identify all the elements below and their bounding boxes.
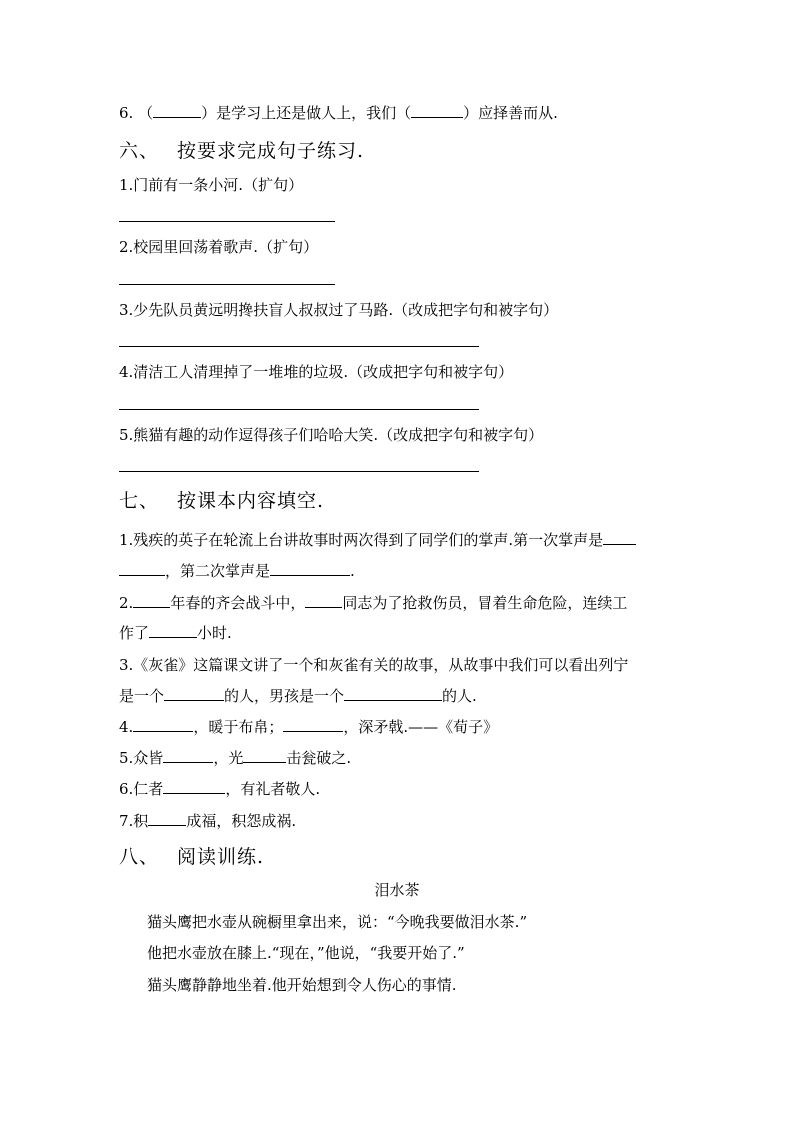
- s7-q2-text-3: 作了: [119, 624, 150, 642]
- s7-q5-text-3: 击瓮破之.: [286, 749, 352, 767]
- q6-blank-2[interactable]: [411, 102, 463, 118]
- s7-q5-blank-2[interactable]: [243, 747, 286, 763]
- s7-q1-blank-1b[interactable]: [119, 560, 165, 576]
- s6-item-2: 2.校园里回荡着歌声.（扩句）: [119, 238, 319, 256]
- s6-item-1: 1.门前有一条小河.（扩句）: [119, 176, 304, 194]
- s7-q4-num: 4.: [119, 718, 134, 736]
- s6-item-5: 5.熊猫有趣的动作逗得孩子们哈哈大笑.（改成把字句和被字句）: [119, 426, 544, 444]
- section-7-number: 七、: [119, 490, 160, 512]
- s7-q3-line-2: [119, 685, 477, 706]
- s7-q1-line-2: [119, 560, 355, 581]
- s7-q1-text: 1.残疾的英子在轮流上台讲故事时两次得到了同学们的掌声.第一次掌声是: [119, 531, 604, 549]
- s7-q3-text-1: 是一个: [119, 687, 165, 705]
- s7-q5-blank-1[interactable]: [163, 747, 213, 763]
- s7-q1-blank-1a[interactable]: [603, 529, 636, 545]
- s7-q6-blank[interactable]: [163, 778, 225, 794]
- q6-middle: ）是学习上还是做人上，我们（: [201, 104, 412, 122]
- section-7-heading: [119, 489, 324, 513]
- s7-q2-blank-2[interactable]: [305, 592, 342, 608]
- s7-q4-line: [119, 716, 498, 737]
- s7-q1-text-2: ，第二次掌声是: [165, 562, 271, 580]
- story-title: 泪水茶: [374, 881, 420, 899]
- question-6-line: [119, 102, 558, 123]
- s6-item-4: 4.清洁工人清理掉了一堆堆的垃圾.（改成把字句和被字句）: [119, 363, 514, 381]
- s7-q4-text-1: ，暖于布帛；: [193, 718, 284, 736]
- s7-q2-text-4: 小时.: [197, 624, 232, 642]
- s6-answer-line-2[interactable]: [119, 284, 335, 285]
- s7-q5-line: [119, 747, 351, 768]
- q6-blank-1[interactable]: [153, 102, 201, 118]
- story-paragraph-2: 他把水壶放在膝上.“现在，”他说，“我要开始了.”: [147, 944, 465, 962]
- s7-q2-text-1: 年春的齐会战斗中，: [170, 594, 306, 612]
- story-paragraph-3: 猫头鹰静静地坐着.他开始想到令人伤心的事情.: [147, 976, 457, 994]
- s7-q6-text-2: ，有礼者敬人.: [225, 780, 321, 798]
- s7-q4-text-2: ，深矛戟.——《荀子》: [343, 718, 499, 736]
- s7-q7-line: [119, 810, 296, 831]
- s7-q7-text-2: 成福，积怨成祸.: [186, 812, 297, 830]
- s7-q2-blank-3[interactable]: [149, 622, 197, 638]
- s7-q2-line-2: [119, 622, 232, 643]
- s7-q3-text-3: 的人.: [442, 687, 477, 705]
- s7-q3-blank-2[interactable]: [344, 685, 442, 701]
- s7-q4-blank-1[interactable]: [133, 716, 193, 732]
- story-paragraph-1: 猫头鹰把水壶从碗橱里拿出来，说：“今晚我要做泪水茶.”: [147, 913, 528, 931]
- s7-q3-line-1: 3.《灰雀》这篇课文讲了一个和灰雀有关的故事，从故事中我们可以看出列宁: [119, 656, 629, 674]
- section-6-title: 按要求完成句子练习.: [177, 140, 365, 162]
- s7-q5-text-1: 5.众皆: [119, 749, 164, 767]
- s6-answer-line-5[interactable]: [119, 471, 479, 472]
- s7-q2-text-2: 同志为了抢救伤员，冒着生命危险，连续工: [342, 594, 628, 612]
- section-6-heading: [119, 139, 364, 163]
- s7-q6-line: [119, 778, 320, 799]
- s7-q1-end: .: [350, 562, 355, 580]
- s7-q7-blank[interactable]: [148, 810, 186, 826]
- s7-q5-text-2: ，光: [213, 749, 244, 767]
- s6-item-3: 3.少先队员黄远明搀扶盲人叔叔过了马路.（改成把字句和被字句）: [119, 301, 559, 319]
- s7-q2-blank-1[interactable]: [133, 592, 170, 608]
- s7-q1-line-1: [119, 529, 636, 550]
- s7-q3-text-2: 的人，男孩是一个: [224, 687, 345, 705]
- s7-q7-text-1: 7.积: [119, 812, 149, 830]
- section-8-title: 阅读训练.: [177, 846, 265, 868]
- s6-answer-line-4[interactable]: [119, 409, 479, 410]
- section-7-title: 按课本内容填空.: [177, 490, 325, 512]
- s7-q1-blank-2[interactable]: [270, 560, 350, 576]
- s7-q2-line-1: [119, 592, 627, 613]
- s7-q2-num: 2.: [119, 594, 134, 612]
- q6-end: ）应择善而从.: [463, 104, 558, 122]
- s7-q6-text-1: 6.仁者: [119, 780, 164, 798]
- s6-answer-line-1[interactable]: [119, 221, 335, 222]
- section-6-number: 六、: [119, 140, 160, 162]
- q6-prefix: 6. （: [119, 104, 154, 122]
- section-8-heading: [119, 845, 264, 869]
- s6-answer-line-3[interactable]: [119, 346, 479, 347]
- section-8-number: 八、: [119, 846, 160, 868]
- s7-q3-blank-1[interactable]: [164, 685, 224, 701]
- s7-q4-blank-2[interactable]: [283, 716, 343, 732]
